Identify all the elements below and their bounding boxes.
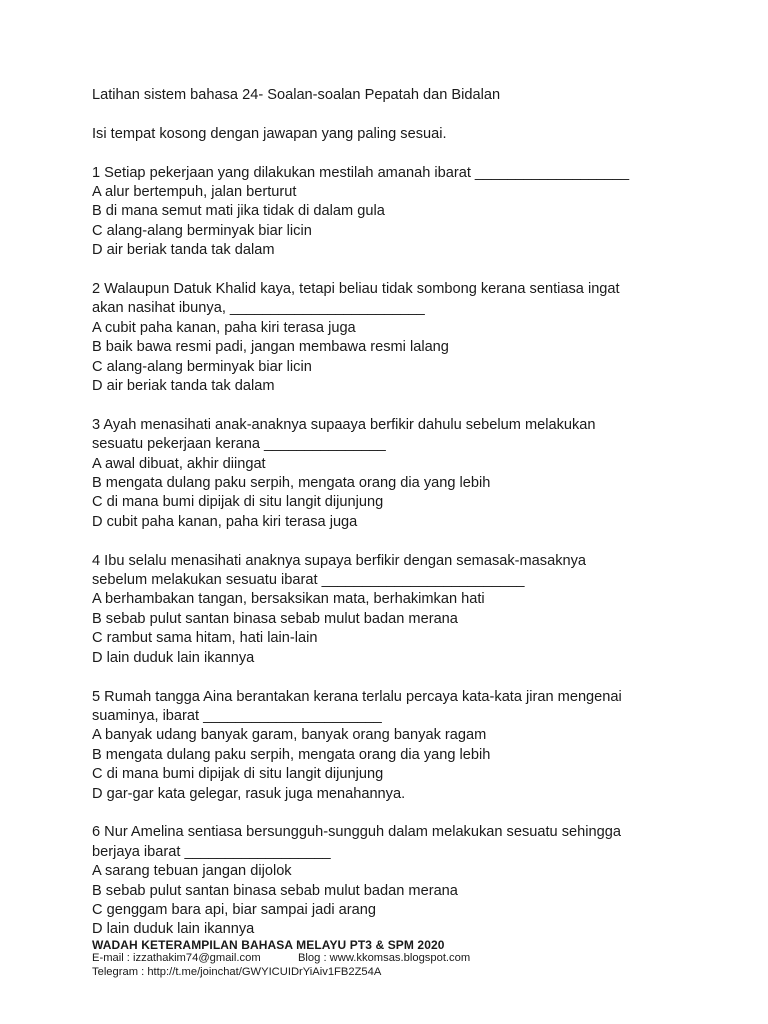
answer-option: C alang-alang berminyak biar licin — [92, 358, 312, 375]
answer-option: D air beriak tanda tak dalam — [92, 378, 275, 395]
answer-option: A cubit paha kanan, paha kiri terasa juga — [92, 319, 356, 336]
question-block — [92, 688, 732, 804]
answer-option: B mengata dulang paku serpih, mengata orang dia yang lebih — [92, 475, 491, 492]
question-stem: suaminya, ibarat ______________________ — [92, 707, 382, 724]
answer-option: D lain duduk lain ikannya — [92, 649, 255, 666]
answer-option: C alang-alang berminyak biar licin — [92, 222, 312, 239]
answer-option: A berhambakan tangan, bersaksikan mata, berhakimkan hati — [92, 591, 485, 608]
question-block — [92, 416, 732, 532]
footer-telegram: Telegram : http://t.me/joinchat/GWYICUIDrYiAiv1FB2Z54A — [92, 965, 382, 978]
answer-option: A banyak udang banyak garam, banyak orang banyak ragam — [92, 727, 487, 744]
answer-option: C di mana bumi dipijak di situ langit dijunjung — [92, 766, 384, 783]
question-stem: berjaya ibarat __________________ — [92, 843, 331, 860]
answer-option: B sebab pulut santan binasa sebab mulut badan merana — [92, 610, 458, 627]
question-stem: 1 Setiap pekerjaan yang dilakukan mestilah amanah ibarat ___________________ — [92, 164, 630, 181]
footer — [92, 938, 692, 979]
answer-option: B di mana semut mati jika tidak di dalam gula — [92, 203, 385, 220]
question-stem: akan nasihat ibunya, ________________________ — [92, 300, 425, 317]
question-block — [92, 552, 732, 668]
answer-option: D air beriak tanda tak dalam — [92, 242, 275, 259]
answer-option: B mengata dulang paku serpih, mengata orang dia yang lebih — [92, 746, 491, 763]
question-stem: 6 Nur Amelina sentiasa bersungguh-sungguh dalam melakukan sesuatu sehingga — [92, 824, 621, 841]
question-block — [92, 823, 732, 939]
answer-option: A awal dibuat, akhir diingat — [92, 455, 266, 472]
question-stem: sesuatu pekerjaan kerana _______________ — [92, 436, 386, 453]
instruction-text: Isi tempat kosong dengan jawapan yang paling sesuai. — [92, 125, 447, 142]
footer-contact: E-mail : izzathakim74@gmail.com Blog : www.kkomsas.blogspot.com — [92, 952, 471, 964]
question-stem: sebelum melakukan sesuatu ibarat _________________________ — [92, 572, 525, 589]
question-stem: 3 Ayah menasihati anak-anaknya supaaya berfikir dahulu sebelum melakukan — [92, 416, 596, 433]
question-block — [92, 164, 732, 261]
answer-option: C di mana bumi dipijak di situ langit dijunjung — [92, 494, 384, 511]
answer-option: D cubit paha kanan, paha kiri terasa juga — [92, 513, 358, 530]
answer-option: C rambut sama hitam, hati lain-lain — [92, 630, 318, 647]
question-stem: 5 Rumah tangga Aina berantakan kerana terlalu percaya kata-kata jiran mengenai — [92, 688, 622, 705]
question-stem: 4 Ibu selalu menasihati anaknya supaya berfikir dengan semasak-masaknya — [92, 552, 587, 569]
answer-option: A alur bertempuh, jalan berturut — [92, 184, 297, 200]
answer-option: B baik bawa resmi padi, jangan membawa resmi lalang — [92, 339, 449, 356]
footer-title: WADAH KETERAMPILAN BAHASA MELAYU PT3 & SPM 2020 — [92, 938, 445, 952]
question-stem: 2 Walaupun Datuk Khalid kaya, tetapi beliau tidak sombong kerana sentiasa ingat — [92, 281, 620, 298]
document-content — [92, 86, 732, 959]
answer-option: D lain duduk lain ikannya — [92, 921, 255, 938]
answer-option: A sarang tebuan jangan dijolok — [92, 863, 292, 880]
question-list — [92, 164, 732, 940]
answer-option: D gar-gar kata gelegar, rasuk juga menahannya. — [92, 785, 406, 802]
document-title: Latihan sistem bahasa 24- Soalan-soalan Pepatah dan Bidalan — [92, 87, 501, 103]
answer-option: B sebab pulut santan binasa sebab mulut badan merana — [92, 882, 458, 899]
question-block — [92, 280, 732, 396]
answer-option: C genggam bara api, biar sampai jadi arang — [92, 901, 376, 918]
